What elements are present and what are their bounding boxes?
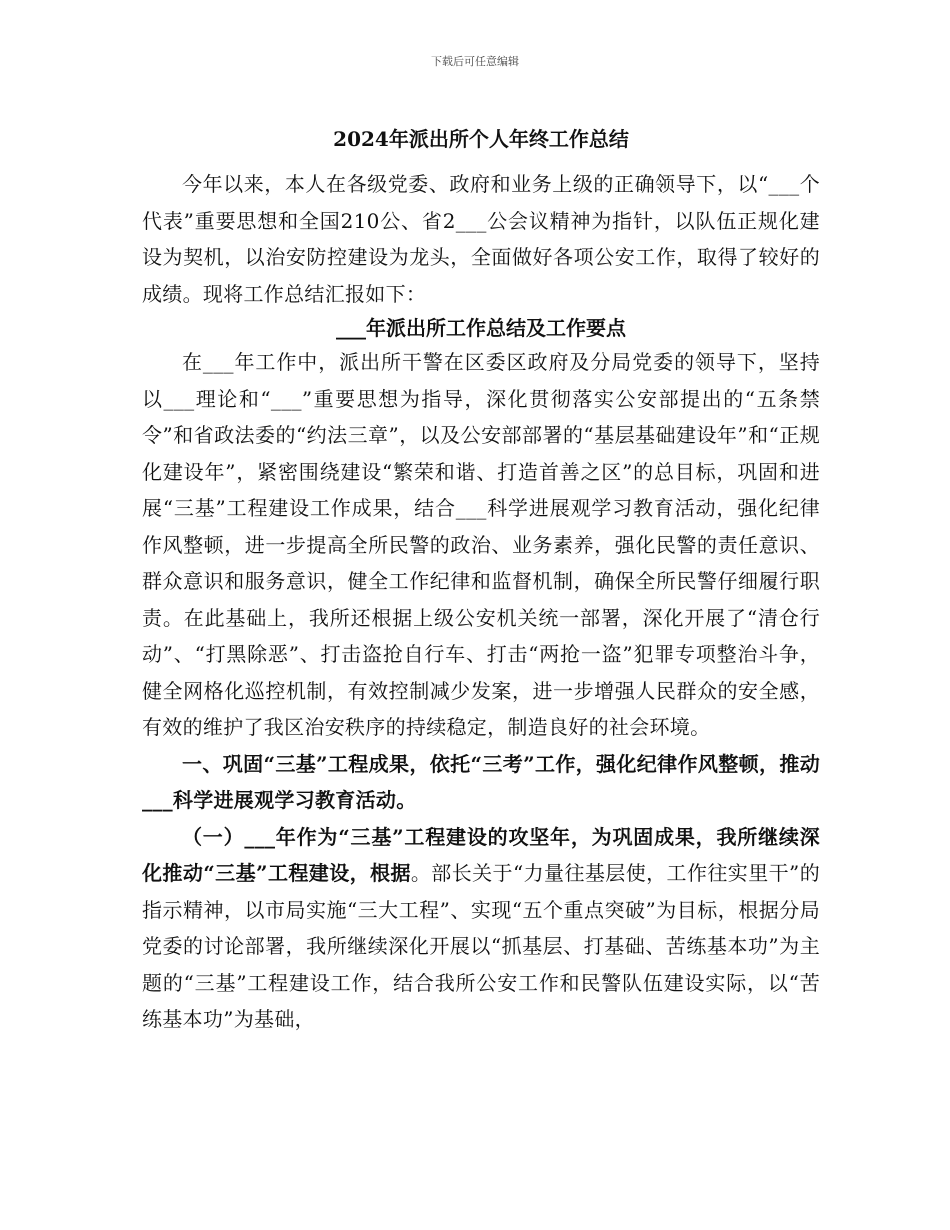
section-heading-1: 一、巩固“三基”工程成果，依托“三考”工作，强化纪律作风整顿，推动___科学进展观学习教育活动。: [142, 751, 820, 812]
paragraph-2-lead: （一）___年作为“三基”工程建设的攻坚年，为巩固成果，我所继续深化推动“三基”工程建设，根据: [142, 824, 820, 885]
intro-paragraph: 今年以来，本人在各级党委、政府和业务上级的正确领导下，以“___个代表”重要思想和全国210公、省2___公会议精神为指针，以队伍正规化建设为契机，以治安防控建设为龙头，全面做好各项公安工作，取得了较好的成绩。现将工作总结汇报如下：: [142, 172, 820, 306]
document-title: 2024年派出所个人年终工作总结: [333, 127, 629, 151]
page-header: 下载后可任意编辑: [431, 55, 519, 68]
paragraph-2-text: 。部长关于“力量往基层使，工作往实里干”的指示精神，以市局实施“三大工程”、实现“五个重点突破”为目标，根据分局党委的讨论部署，我所继续深化开展以“抓基层、打基础、苦练基本功”为主题的“三基”工程建设工作，结合我所公安工作和民警队伍建设实际，以“苦练基本功”为基础，: [142, 861, 820, 1031]
body-paragraph-1: 在___年工作中，派出所干警在区委区政府及分局党委的领导下，坚持以___理论和“___”重要思想为指导，深化贯彻落实公安部提出的“五条禁令”和省政法委的“约法三章”，以及公安部部署的“基层基础建设年”和“正规化建设年”，紧密围绕建设“繁荣和谐、打造首善之区”的总目标，巩固和进展“三基”工程建设工作成果，结合___科学进展观学习教育活动，强化纪律作风整顿，进一步提高全所民警的政治、业务素养，强化民警的责任意识、群众意识和服务意识，健全工作纪律和监督机制，确保全所民警仔细履行职责。在此基础上，我所还根据上级公安机关统一部署，深化开展了“清仓行动”、“打黑除恶”、打击盗抢自行车、打击“两抢一盗”犯罪专项整治斗争，健全网格化巡控机制，有效控制减少发案，进一步增强人民群众的安全感，有效的维护了我区治安秩序的持续稳定，制造良好的社会环境。: [142, 350, 820, 739]
body-paragraph-2: [142, 819, 820, 1038]
section-subtitle: ___年派出所工作总结及工作要点: [336, 316, 626, 340]
document-body: [142, 120, 820, 1038]
